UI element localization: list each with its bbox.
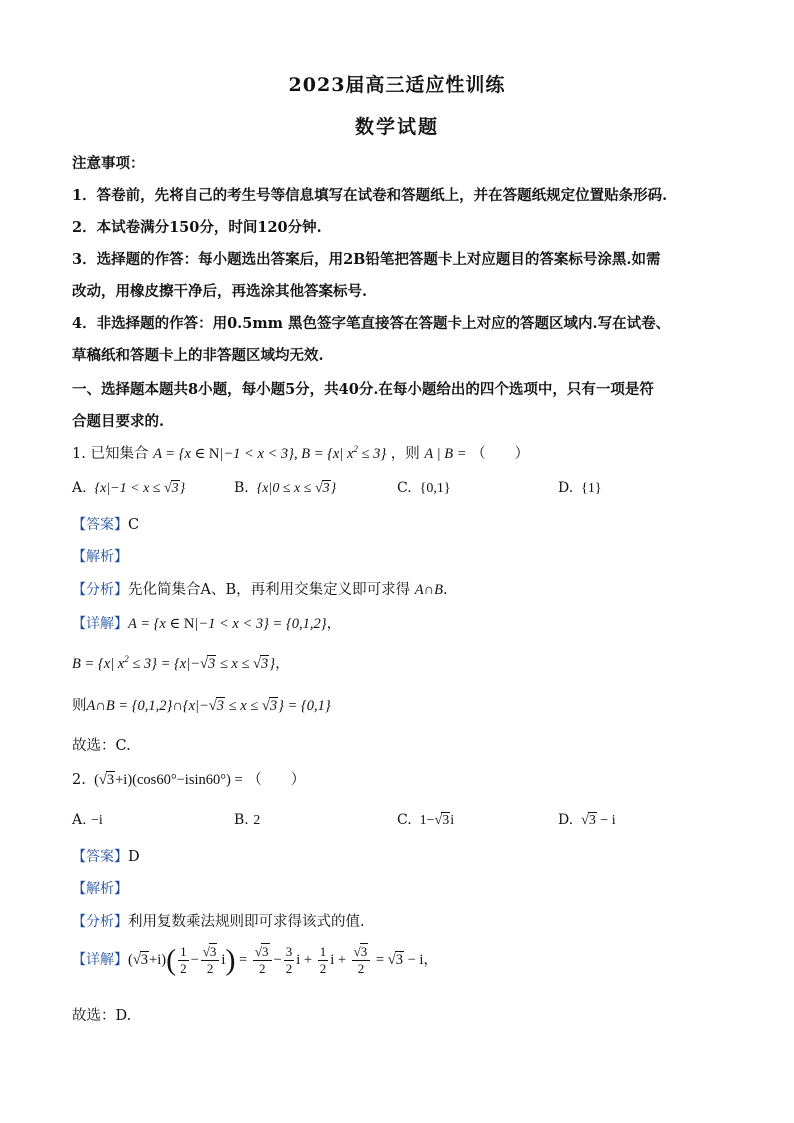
fenxi-tag: 【分析】 <box>72 914 128 930</box>
analysis-tag: 【解析】 <box>72 549 128 565</box>
option-b-label: B. <box>234 480 249 496</box>
question-1-answer <box>72 514 139 534</box>
option-a-value: −i <box>91 813 103 828</box>
question-2-fenxi <box>72 910 365 931</box>
fenxi-tag: 【分析】 <box>72 582 128 598</box>
notice-item-1: 1．答卷前，先将自己的考生号等信息填写在试卷和答题纸上，并在答题纸规定位置贴条形码. <box>72 187 668 204</box>
question-1-choose: 故选：C. <box>72 738 131 754</box>
xiangjie-tag: 【详解】 <box>72 616 128 632</box>
notice-item-2: 2．本试卷满分150分，时间120分钟. <box>72 219 322 236</box>
option-b-label: B. <box>234 812 249 828</box>
question-2-option-b[interactable] <box>234 812 260 829</box>
exam-subtitle: 数学试题 <box>354 116 439 138</box>
answer-value: C <box>128 517 140 533</box>
notice-item-3: 3．选择题的作答：每小题选出答案后，用2B铅笔把答题卡上对应题目的答案标号涂黑.如需 <box>72 251 661 268</box>
question-2-prefix: 2. <box>72 772 86 788</box>
option-c-label: C. <box>397 812 412 828</box>
option-a-label: A. <box>72 480 87 496</box>
question-2-option-c[interactable]: C. 1−√3i <box>397 812 455 828</box>
question-1-detail-1: 【详解】A = {x ∈ N|−1 < x < 3} = {0,1,2}， <box>72 616 342 632</box>
question-1-fenxi: 【分析】先化简集合A、B，再利用交集定义即可求得 A∩B. <box>72 582 448 598</box>
question-2-analysis-tag <box>72 878 128 898</box>
question-1-detail-3: 则A∩B = {0,1,2}∩{x|−√3 ≤ x ≤ √3} = {0,1} <box>72 698 331 714</box>
question-1-stem <box>72 442 529 463</box>
option-d-label: D. <box>558 812 574 828</box>
question-2-stem: 2. (√3+i)(cos60°−isin60°) = （ ） <box>72 772 306 788</box>
section-heading: 一、选择题本题共8小题，每小题5分，共40分.在每小题给出的四个选项中，只有一项是符 <box>72 381 654 398</box>
question-1-option-b[interactable]: B. {x|0 ≤ x ≤ √3} <box>234 480 337 496</box>
xiangjie-tag: 【详解】 <box>72 951 128 968</box>
question-1-option-c[interactable]: C. {0,1} <box>397 480 451 496</box>
question-2-detail: 【详解】(√3+i)( $\frac{1}{2}$ − $\frac{√3}{2}$ i) = $\frac{√3}{2}$ − $\frac{3}{2}$ i + $\frac{1}{2}$ i + $\frac{√3}{2}$ = √3 − i， <box>72 943 438 977</box>
question-1-paren: （ ） <box>471 446 530 462</box>
option-b-value: 2 <box>253 813 261 828</box>
answer-tag: 【答案】 <box>72 849 128 865</box>
fenxi-text: 利用复数乘法规则即可求得该式的值. <box>128 914 365 930</box>
answer-tag: 【答案】 <box>72 517 128 533</box>
notice-item-3-cont: 改动，用橡皮擦干净后，再选涂其他答案标号. <box>72 283 368 300</box>
fenxi-expr: A∩B <box>414 582 443 598</box>
option-c-label: C. <box>397 480 412 496</box>
then-label: 则 <box>72 698 87 714</box>
section-heading-cont: 合题目要求的. <box>72 413 165 430</box>
question-1-option-d[interactable]: D. {1} <box>558 480 602 496</box>
option-d-label: D. <box>558 480 574 496</box>
question-1-set-a: A = {x ∈ N|−1 < x < 3}, B = {x| $x^2 \le 3$} <box>153 444 387 462</box>
notice-heading: 注意事项： <box>72 155 145 172</box>
question-1-mid: ，则 <box>390 446 420 462</box>
notice-item-4-cont: 草稿纸和答题卡上的非答题区域均无效. <box>72 347 324 364</box>
question-2-answer <box>72 846 140 866</box>
notice-item-4: 4．非选择题的作答：用0.5mm 黑色签字笔直接答在答题卡上对应的答题区域内.写在试卷、 <box>72 315 671 332</box>
question-2-option-d[interactable]: D. √3 − i <box>558 812 616 828</box>
analysis-tag: 【解析】 <box>72 881 128 897</box>
question-1-expr: A | B = <box>424 446 467 462</box>
question-1-option-a[interactable]: A. {x|−1 < x ≤ √3} <box>72 480 186 496</box>
question-1-prefix: 1. 已知集合 <box>72 446 149 462</box>
option-a-label: A. <box>72 812 87 828</box>
question-2-option-a[interactable] <box>72 812 103 829</box>
question-1-analysis-tag <box>72 546 128 566</box>
question-1-detail-2: B = {x| $x^2 \le 3\} = \{x|-√3 \le x \le √3\}$， <box>72 654 290 672</box>
answer-value: D <box>128 849 140 865</box>
exam-title: 2023届高三适应性训练 <box>288 74 506 96</box>
fenxi-text: 先化简集合A、B，再利用交集定义即可求得 <box>128 582 411 598</box>
question-2-paren: （ ） <box>247 772 306 788</box>
question-2-choose: 故选：D. <box>72 1008 132 1024</box>
